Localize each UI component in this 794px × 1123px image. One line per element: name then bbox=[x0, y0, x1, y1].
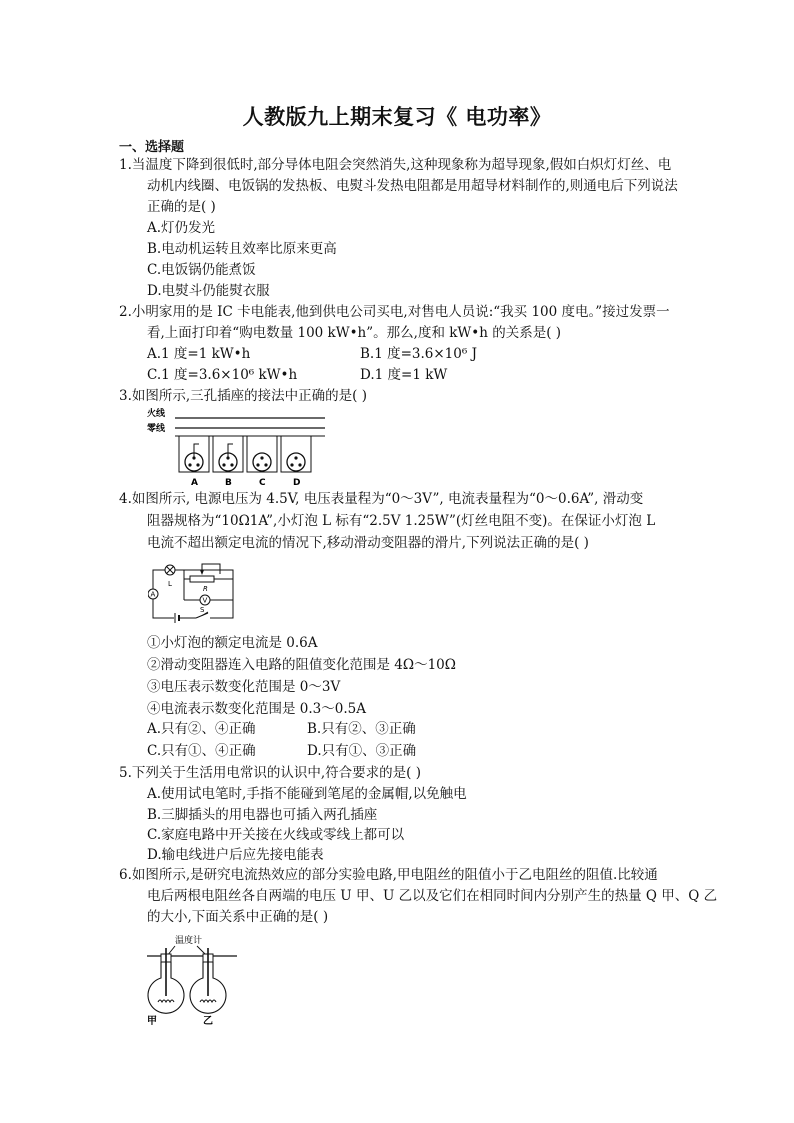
question-1-option-d: D.电熨斗仍能熨衣服 bbox=[147, 283, 270, 299]
question-4-option-a: A.只有②、④正确 bbox=[147, 721, 256, 737]
lamp-icon bbox=[165, 565, 175, 575]
question-1-option-b: B.电动机运转且效率比原来更高 bbox=[147, 241, 337, 257]
page-title: 人教版九上期末复习《 电功率》 bbox=[242, 104, 552, 129]
question-4-line-2: 阻器规格为“10Ω1A”,小灯泡 L 标有“2.5V 1.25W”(灯丝电阻不变)。在保证小灯泡 L bbox=[147, 513, 656, 529]
question-4-option-b: B.只有②、③正确 bbox=[307, 721, 416, 737]
socket-a-label: A bbox=[191, 478, 198, 486]
socket-b-label: B bbox=[225, 478, 232, 486]
socket-c-icon bbox=[247, 436, 277, 472]
question-5-option-a: A.使用试电笔时,手指不能碰到笔尾的金属帽,以免触电 bbox=[147, 786, 467, 802]
question-4-line-3: 电流不超出额定电流的情况下,移动滑动变阻器的滑片,下列说法正确的是( ) bbox=[147, 535, 589, 551]
question-5-option-b: B.三脚插头的用电器也可插入两孔插座 bbox=[147, 807, 378, 823]
question-4-option-d: D.只有①、③正确 bbox=[307, 743, 417, 759]
flask-yi-icon bbox=[190, 948, 226, 1013]
circuit-diagram-figure bbox=[148, 560, 238, 624]
question-6-line-1: 6.如图所示,是研究电流热效应的部分实验电路,甲电阻丝的阻值小于乙电阻丝的阻值.比较通 bbox=[119, 867, 658, 883]
question-1-option-c: C.电饭锅仍能煮饭 bbox=[147, 262, 256, 278]
thermometer-label: 温度计 bbox=[175, 936, 203, 946]
socket-wiring-figure bbox=[147, 406, 327, 486]
socket-d-icon bbox=[281, 436, 311, 472]
question-4-line-1: 4.如图所示, 电源电压为 4.5V, 电压表量程为“0～3V”, 电流表量程为“0～0.6A”, 滑动变 bbox=[119, 491, 644, 507]
question-1-line-2: 动机内线圈、电饭锅的发热板、电熨斗发热电阻都是用超导材料制作的,则通电后下列说法 bbox=[147, 178, 678, 194]
question-2-option-b: B.1 度=3.6×10⁶ J bbox=[360, 346, 477, 362]
question-2-option-c: C.1 度=3.6×10⁶ kW•h bbox=[147, 367, 298, 383]
question-5-line-1: 5.下列关于生活用电常识的认识中,符合要求的是( ) bbox=[119, 765, 421, 781]
question-5-option-d: D.输电线进户后应先接电能表 bbox=[147, 847, 324, 863]
neutral-wire-label: 零线 bbox=[147, 424, 166, 434]
question-2-option-a: A.1 度=1 kW•h bbox=[147, 346, 251, 362]
question-4-option-c: C.只有①、④正确 bbox=[147, 743, 256, 759]
question-4-statement-1: ①小灯泡的额定电流是 0.6A bbox=[147, 635, 318, 651]
question-2-option-d: D.1 度=1 kW bbox=[360, 367, 448, 383]
socket-b-icon bbox=[213, 436, 243, 472]
socket-d-label: D bbox=[293, 478, 301, 486]
socket-c-label: C bbox=[259, 478, 266, 486]
switch-label: S bbox=[200, 606, 205, 614]
question-1-option-a: A.灯仍发光 bbox=[147, 220, 216, 236]
yi-label: 乙 bbox=[203, 1016, 213, 1026]
question-3-line-1: 3.如图所示,三孔插座的接法中正确的是( ) bbox=[119, 388, 367, 404]
question-4-statement-2: ②滑动变阻器连入电路的阻值变化范围是 4Ω～10Ω bbox=[147, 657, 456, 673]
flask-jia-icon bbox=[148, 948, 184, 1013]
question-1-line-3: 正确的是( ) bbox=[147, 199, 216, 215]
ammeter-label: A bbox=[150, 590, 156, 599]
question-1-line-1: 1.当温度下降到很低时,部分导体电阻会突然消失,这种现象称为超导现象,假如白炽灯灯丝、电 bbox=[119, 157, 672, 173]
question-2-line-2: 看,上面打印着“购电数量 100 kW•h”。那么,度和 kW•h 的关系是( ) bbox=[147, 325, 562, 341]
question-4-statement-4: ④电流表示数变化范围是 0.3～0.5A bbox=[147, 701, 366, 717]
lamp-label: L bbox=[168, 580, 172, 588]
question-2-line-1: 2.小明家用的是 IC 卡电能表,他到供电公司买电,对售电人员说:“我买 100 度电。”接过发票一 bbox=[119, 304, 670, 320]
jia-label: 甲 bbox=[147, 1016, 157, 1026]
rheostat-label: R bbox=[203, 585, 208, 593]
question-5-option-c: C.家庭电路中开关接在火线或零线上都可以 bbox=[147, 827, 405, 843]
heating-experiment-figure bbox=[145, 934, 240, 1026]
question-6-line-3: 的大小,下面关系中正确的是( ) bbox=[147, 909, 329, 925]
question-6-line-2: 电后两根电阻丝各自两端的电压 U 甲、U 乙以及它们在相同时间内分别产生的热量 Q 甲、Q 乙 bbox=[147, 888, 718, 904]
voltmeter-label: V bbox=[202, 596, 208, 605]
battery-icon bbox=[174, 613, 180, 623]
live-wire-label: 火线 bbox=[147, 409, 166, 419]
socket-a-icon bbox=[179, 436, 209, 472]
question-4-statement-3: ③电压表示数变化范围是 0～3V bbox=[147, 679, 341, 695]
section-heading: 一、选择题 bbox=[119, 140, 185, 155]
